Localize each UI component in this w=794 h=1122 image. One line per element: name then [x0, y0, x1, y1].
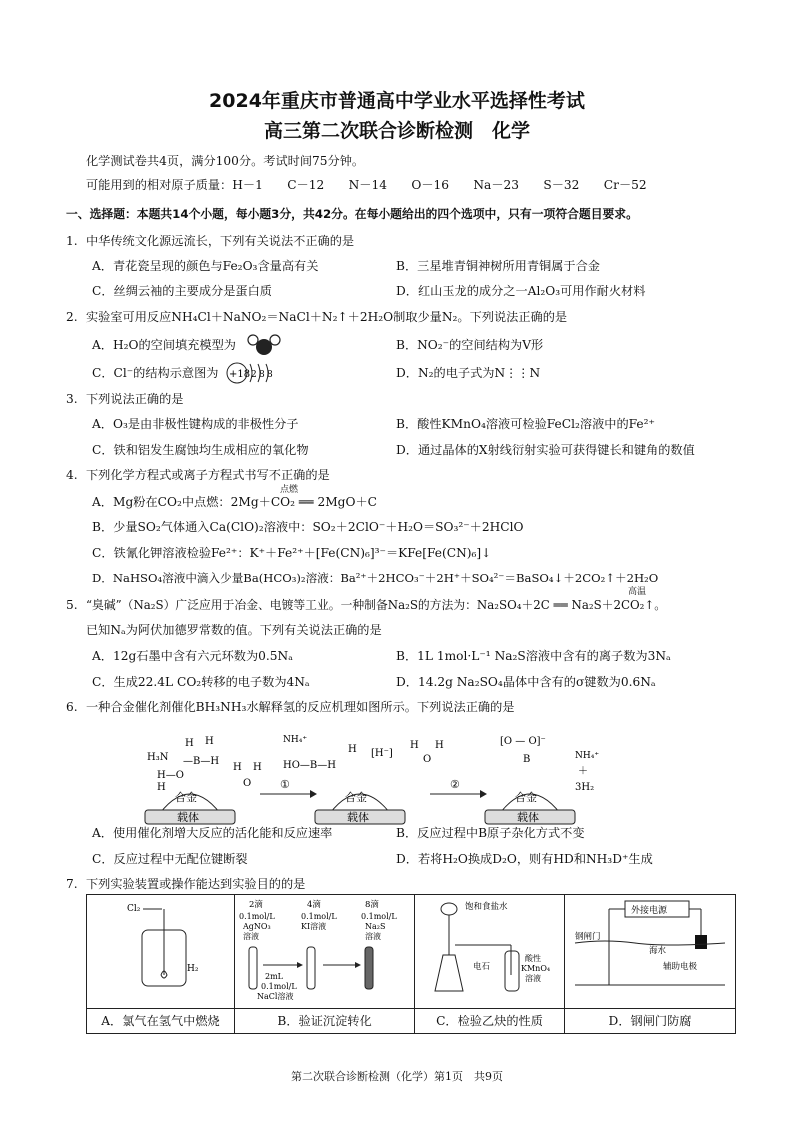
question-number: 3. — [66, 392, 78, 406]
svg-text:溶液: 溶液 — [243, 932, 259, 941]
svg-text:Cl₂: Cl₂ — [127, 904, 141, 914]
acetylene-apparatus-icon — [415, 895, 565, 1007]
svg-text:合金: 合金 — [515, 791, 537, 804]
svg-text:外接电源: 外接电源 — [631, 906, 668, 916]
option-a: A．O₃是由非极性键构成的非极性分子 — [92, 417, 299, 431]
svg-text:H: H — [233, 762, 242, 773]
svg-text:HO—B—H: HO—B—H — [283, 760, 336, 771]
mechanism-figure — [135, 728, 605, 828]
apparatus-a — [87, 895, 235, 1033]
apparatus-c — [415, 895, 565, 1033]
question-number: 2. — [66, 310, 78, 324]
section-heading: 一、选择题：本题共14个小题，每小题3分，共42分。在每小题给出的四个选项中，只有一项符合题目要求。 — [66, 207, 638, 221]
svg-text:0.1mol/L: 0.1mol/L — [261, 982, 297, 991]
carrier-label: 载体 — [177, 811, 199, 824]
option-b: B．酸性KMnO₄溶液可检验FeCl₂溶液中的Fe²⁺ — [396, 417, 655, 431]
svg-text:0.1mol/L: 0.1mol/L — [361, 912, 397, 921]
exam-title: 2024年重庆市普通高中学业水平选择性考试 — [209, 90, 585, 112]
question-stem: 下列说法正确的是 — [86, 392, 184, 406]
svg-text:KI溶液: KI溶液 — [301, 922, 327, 931]
svg-text:H: H — [435, 740, 444, 751]
svg-text:8: 8 — [259, 370, 265, 380]
option-b: B．NO₂⁻的空间结构为V形 — [396, 338, 544, 352]
product-plus: ＋ — [578, 766, 588, 777]
svg-text:H₃N: H₃N — [147, 752, 169, 763]
svg-text:0.1mol/L: 0.1mol/L — [239, 912, 275, 921]
svg-text:O: O — [243, 778, 252, 789]
option-c: C．铁氰化钾溶液检验Fe²⁺：K⁺＋Fe²⁺＋[Fe(CN)₆]³⁻＝KFe[Fe(CN)₆]↓ — [92, 546, 492, 560]
svg-text:H: H — [253, 762, 262, 773]
question-number: 4. — [66, 468, 78, 482]
question-number: 5. — [66, 598, 78, 612]
option-b: B．三星堆青铜神树所用青铜属于合金 — [396, 259, 600, 273]
svg-text:溶液: 溶液 — [525, 974, 541, 983]
option-a: A．H₂O的空间填充模型为 — [92, 338, 236, 352]
alloy-label: 合金 — [175, 791, 197, 804]
option-d: D．通过晶体的X射线衍射实验可获得键长和键角的数值 — [396, 443, 695, 457]
steel-gate-apparatus-icon — [565, 895, 735, 1007]
reaction-condition: 点燃 — [280, 485, 299, 495]
caption-d: D．钢闸门防腐 — [565, 1008, 735, 1033]
precipitate-apparatus-icon — [235, 895, 415, 1007]
question-stem: 一种合金催化剂催化BH₃NH₃水解释氢的反应机理如图所示。下列说法正确的是 — [86, 700, 515, 714]
svg-text:溶液: 溶液 — [365, 932, 381, 941]
option-c: C．反应过程中无配位键断裂 — [92, 852, 248, 866]
svg-text:0.1mol/L: 0.1mol/L — [301, 912, 337, 921]
question-stem: “臭碱”（Na₂S）广泛应用于冶金、电镀等工业。一种制备Na₂S的方法为：Na₂SO₄＋2C ══ Na₂S＋2CO₂↑。 — [86, 598, 667, 612]
apparatus-d — [565, 895, 735, 1033]
caption-a: A．氯气在氢气中燃烧 — [87, 1008, 234, 1033]
svg-text:H: H — [157, 782, 166, 793]
option-d: D．NaHSO₄溶液中滴入少量Ba(HCO₃)₂溶液：Ba²⁺＋2HCO₃⁻＋2H⁺＋SO₄²⁻＝BaSO₄↓＋2CO₂↑＋2H₂O — [92, 571, 659, 585]
svg-text:2滴: 2滴 — [249, 900, 263, 910]
svg-text:2: 2 — [251, 370, 257, 380]
svg-text:NH₄⁺: NH₄⁺ — [283, 735, 308, 745]
svg-text:8: 8 — [267, 370, 273, 380]
chloride-structure-icon — [226, 360, 276, 386]
combustion-apparatus-icon — [87, 895, 235, 1007]
svg-text:B: B — [523, 754, 531, 765]
atomic-masses: 可能用到的相对原子质量：H－1 C－12 N－14 O－16 Na－23 S－32 Cr－52 — [86, 178, 647, 192]
option-a: A．使用催化剂增大反应的活化能和反应速率 — [92, 826, 333, 840]
svg-text:H: H — [185, 738, 194, 749]
svg-text:H: H — [348, 744, 357, 755]
question-stem: 下列化学方程式或离子方程式书写不正确的是 — [86, 468, 330, 482]
svg-text:电石: 电石 — [473, 962, 491, 972]
option-a: A．12g石墨中含有六元环数为0.5Nₐ — [92, 649, 293, 663]
svg-text:Na₂S: Na₂S — [365, 922, 386, 931]
question-stem-2: 已知Nₐ为阿伏加德罗常数的值。下列有关说法正确的是 — [86, 623, 382, 637]
svg-text:H: H — [410, 740, 419, 751]
question-number: 1. — [66, 234, 78, 248]
option-d: D．14.2g Na₂SO₄晶体中含有的σ键数为0.6Nₐ — [396, 675, 656, 689]
option-c: C．铁和铝发生腐蚀均生成相应的氧化物 — [92, 443, 309, 457]
svg-text:4滴: 4滴 — [307, 900, 321, 910]
svg-text:O: O — [423, 754, 432, 765]
option-b: B．1L 1mol·L⁻¹ Na₂S溶液中含有的离子数为3Nₐ — [396, 649, 671, 663]
step-2: ② — [450, 778, 460, 791]
option-b: B．少量SO₂气体通入Ca(ClO)₂溶液中：SO₂＋2ClO⁻＋H₂O＝SO₃²⁻＋2HClO — [92, 520, 524, 534]
svg-text:8滴: 8滴 — [365, 900, 379, 910]
svg-text:合金: 合金 — [345, 791, 367, 804]
product-ammonium: NH₄⁺ — [575, 751, 600, 761]
svg-text:+18: +18 — [229, 369, 251, 380]
step-1: ① — [280, 778, 290, 791]
svg-text:钢闸门: 钢闸门 — [575, 932, 601, 942]
question-stem: 实验室可用反应NH₄Cl＋NaNO₂＝NaCl＋N₂↑＋2H₂O制取少量N₂。下列说法正确的是 — [86, 310, 568, 324]
svg-text:KMnO₄: KMnO₄ — [521, 964, 551, 973]
option-a: A．Mg粉在CO₂中点燃：2Mg＋CO₂ ══ 2MgO＋C — [92, 495, 377, 509]
option-a: A．青花瓷呈现的颜色与Fe₂O₃含量高有关 — [92, 259, 319, 273]
option-c: C．丝绸云袖的主要成分是蛋白质 — [92, 284, 272, 298]
svg-text:载体: 载体 — [347, 811, 369, 824]
water-model-icon — [244, 331, 284, 359]
apparatus-table — [86, 894, 736, 1034]
svg-text:NaCl溶液: NaCl溶液 — [257, 992, 294, 1001]
question-number: 6. — [66, 700, 78, 714]
question-stem: 中华传统文化源远流长，下列有关说法不正确的是 — [86, 234, 355, 248]
svg-text:H—O: H—O — [157, 770, 184, 781]
apparatus-b — [235, 895, 415, 1033]
exam-subtitle: 高三第二次联合诊断检测 化学 — [263, 120, 530, 142]
svg-text:H: H — [205, 736, 214, 747]
caption-b: B．验证沉淀转化 — [235, 1008, 414, 1033]
option-c: C．Cl⁻的结构示意图为 — [92, 366, 219, 380]
reaction-condition: 高温 — [628, 587, 647, 597]
option-d: D．若将H₂O换成D₂O，则有HD和NH₃D⁺生成 — [396, 852, 653, 866]
svg-text:载体: 载体 — [517, 811, 539, 824]
option-b: B．反应过程中B原子杂化方式不变 — [396, 826, 585, 840]
caption-c: C．检验乙炔的性质 — [415, 1008, 564, 1033]
question-number: 7. — [66, 877, 78, 891]
svg-text:辅助电极: 辅助电极 — [663, 962, 698, 972]
option-d: D．红山玉龙的成分之一Al₂O₃可用作耐火材料 — [396, 284, 646, 298]
option-c: C．生成22.4L CO₂转移的电子数为4Nₐ — [92, 675, 310, 689]
svg-text:[H⁻]: [H⁻] — [371, 748, 393, 759]
exam-info: 化学测试卷共4页，满分100分。考试时间75分钟。 — [86, 154, 365, 168]
svg-text:—B—H: —B—H — [183, 756, 220, 767]
svg-text:[O — O]⁻: [O — O]⁻ — [500, 736, 546, 747]
svg-text:H₂: H₂ — [187, 964, 199, 974]
svg-text:2mL: 2mL — [265, 972, 283, 981]
page-footer: 第二次联合诊断检测（化学）第1页 共9页 — [291, 1070, 503, 1083]
option-d: D．N₂的电子式为N⋮⋮N — [396, 366, 541, 380]
svg-text:酸性: 酸性 — [525, 954, 541, 963]
product-hydrogen: 3H₂ — [575, 782, 595, 793]
question-stem: 下列实验装置或操作能达到实验目的的是 — [86, 877, 306, 891]
svg-text:海水: 海水 — [649, 946, 667, 956]
svg-text:AgNO₃: AgNO₃ — [243, 922, 271, 931]
svg-text:饱和食盐水: 饱和食盐水 — [465, 902, 508, 912]
